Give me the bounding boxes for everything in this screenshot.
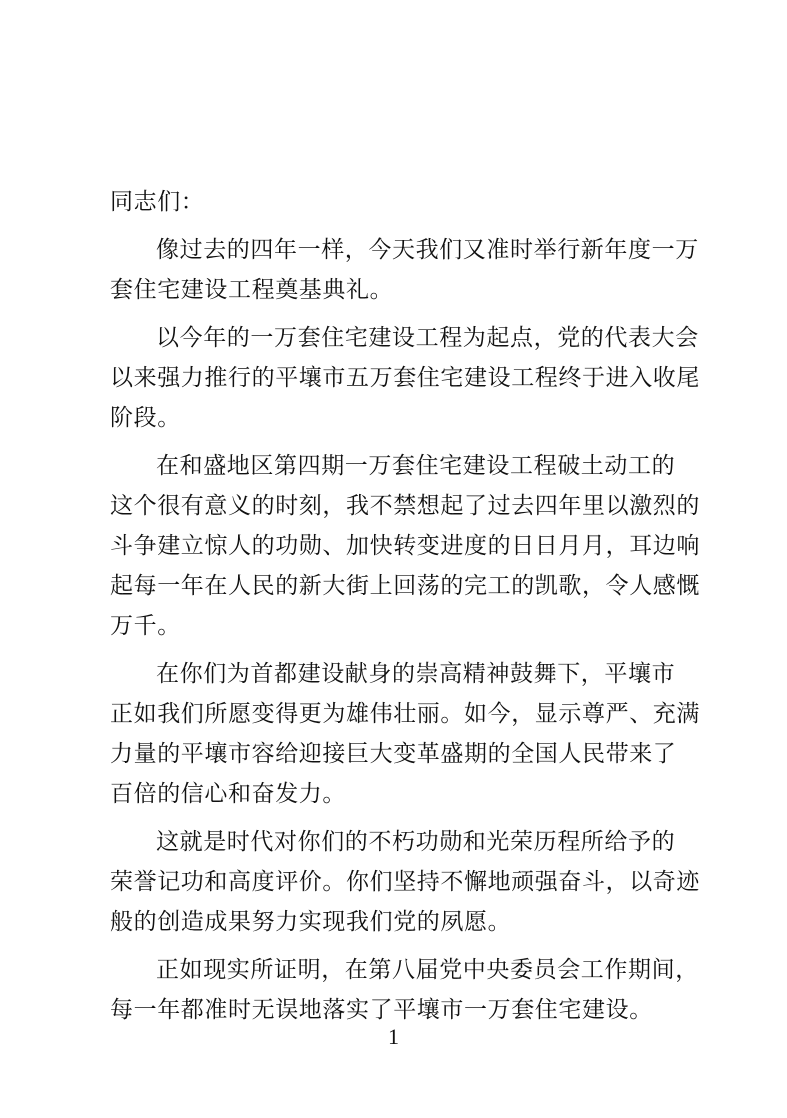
paragraph-line: 正如我们所愿变得更为雄伟壮丽。如今，显示尊严、充满 xyxy=(110,701,700,727)
body-text xyxy=(110,182,700,1030)
paragraph-2 xyxy=(110,318,700,438)
paragraph-line: 荣誉记功和高度评价。你们坚持不懈地顽强奋斗，以奇迹 xyxy=(110,869,700,895)
paragraph-line: 套住宅建设工程奠基典礼。 xyxy=(110,277,394,303)
paragraph-line: 斗争建立惊人的功勋、加快转变进度的日日月月，耳边响 xyxy=(110,533,700,559)
paragraph-line: 般的创造成果努力实现我们党的夙愿。 xyxy=(110,909,512,935)
page-number: 1 xyxy=(388,1024,399,1049)
paragraph-1 xyxy=(110,230,699,310)
paragraph-6 xyxy=(110,950,699,1030)
paragraph-5 xyxy=(110,822,700,942)
paragraph-line: 阶段。 xyxy=(110,405,181,431)
paragraph-line: 这就是时代对你们的不朽功勋和光荣历程所给予的 xyxy=(156,829,676,855)
paragraph-3 xyxy=(110,446,700,646)
paragraph-line: 以今年的一万套住宅建设工程为起点，党的代表大会 xyxy=(156,325,699,351)
paragraph-line: 正如现实所证明，在第八届党中央委员会工作期间， xyxy=(156,957,699,983)
paragraph-line: 每一年都准时无误地落实了平壤市一万套住宅建设。 xyxy=(110,997,653,1023)
paragraph-line: 以来强力推行的平壤市五万套住宅建设工程终于进入收尾 xyxy=(110,365,700,391)
paragraph-line: 起每一年在人民的新大街上回荡的完工的凯歌，令人感慨 xyxy=(110,573,700,599)
paragraph-line: 力量的平壤市容给迎接巨大变革盛期的全国人民带来了 xyxy=(110,741,677,767)
paragraph-line: 像过去的四年一样，今天我们又准时举行新年度一万 xyxy=(156,237,699,263)
paragraph-line: 在和盛地区第四期一万套住宅建设工程破土动工的 xyxy=(156,453,676,479)
paragraph-line: 这个很有意义的时刻，我不禁想起了过去四年里以激烈的 xyxy=(110,493,700,519)
paragraph-line: 万千。 xyxy=(110,613,181,639)
paragraph-line: 在你们为首都建设献身的崇高精神鼓舞下，平壤市 xyxy=(156,661,676,687)
salutation: 同志们： xyxy=(110,189,205,215)
paragraph-line: 百倍的信心和奋发力。 xyxy=(110,781,346,807)
paragraph-4 xyxy=(110,654,700,814)
